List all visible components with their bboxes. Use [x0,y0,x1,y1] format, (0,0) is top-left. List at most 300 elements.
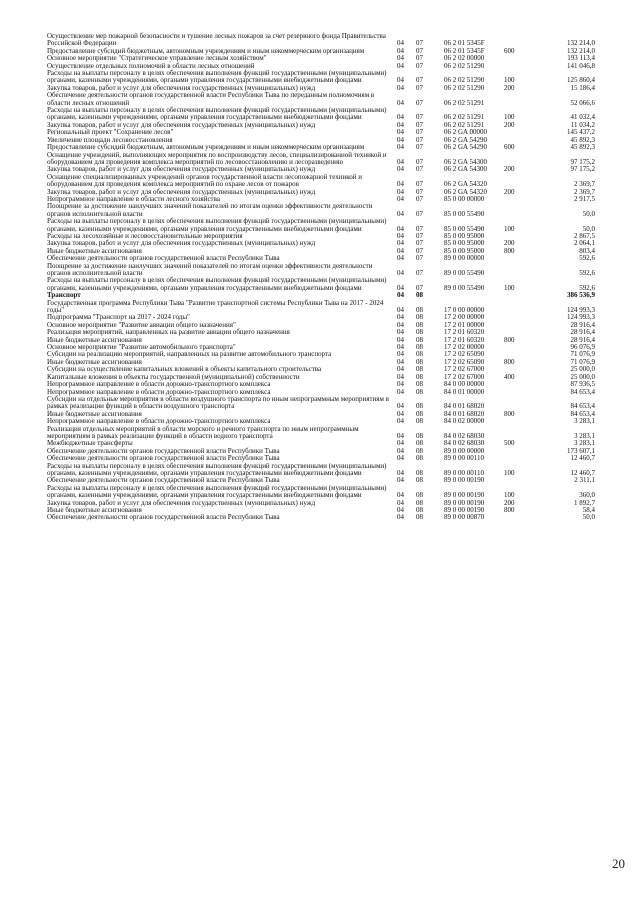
row-amount: 45 892,3 [570,135,595,144]
row-section: 04 [397,431,404,440]
row-amount: 803,4 [579,246,595,255]
row-subsection: 08 [416,417,423,426]
row-subsection: 08 [416,476,423,485]
row-section: 04 [397,231,404,240]
row-name: Предоставление субсидий бюджетным, автономным учреждениям и иным некоммерческим организациям [47,143,365,152]
row-amount: 2 917,5 [574,194,595,203]
row-section: 04 [397,46,404,55]
row-name: Непрограммное направление в области дорожно-транспортного комплекса [47,387,271,396]
row-amount: 96 076,9 [570,343,595,352]
row-amount: 145 437,2 [567,128,595,137]
row-amount: 125 860,4 [567,76,595,85]
row-subsection: 07 [416,135,423,144]
row-amount: 11 034,2 [570,120,595,129]
row-target-article: 85 0 00 55490 [444,209,485,218]
row-section: 04 [397,143,404,152]
row-name: Непрограммное направление в области дорожно-транспортного комплекса [47,380,271,389]
row-amount: 173 607,1 [567,446,595,455]
row-amount: 28 916,4 [570,320,595,329]
row-section: 04 [397,76,404,85]
row-target-article: 84 0 01 68020 [444,402,485,411]
table-row [47,300,595,315]
row-amount: 25 000,0 [570,365,595,374]
row-expense-type [504,389,534,396]
row-target-article: 85 0 00 95000 [444,239,485,248]
row-amount: 12 460,7 [570,454,595,463]
row-target-article: 17 2 01 00000 [444,320,485,329]
row-section: 04 [397,350,404,359]
table-row [47,514,595,521]
row-target-article: 06 2 02 51291 [444,113,485,122]
row-section: 04 [397,365,404,374]
row-amount: 87 936,5 [570,380,595,389]
row-expense-type [504,196,534,203]
row-target-article: 85 0 00 95000 [444,231,485,240]
row-name: Основное мероприятие "Стратегическое управление лесным хозяйством" [47,54,267,63]
row-subsection: 08 [416,402,423,411]
row-subsection: 08 [416,446,423,455]
row-subsection: 08 [416,320,423,329]
row-section: 04 [397,402,404,411]
row-amount: 3 283,1 [574,431,595,440]
row-expense-type [504,455,534,462]
budget-table-body [47,33,595,522]
row-target-article: 17 0 00 00000 [444,306,485,315]
row-name: Расходы на выплаты персоналу в целях обеспечения выполнения функций государственными (муниципальными) органами, казенными учреждениями, органами управления государственными внебюджетными фондами [47,276,387,292]
row-expense-type [504,426,534,441]
row-amount: 84 653,4 [570,409,595,418]
row-section: 04 [397,291,404,300]
row-section: 04 [397,224,404,233]
row-target-article: 06 2 02 51291 [444,98,485,107]
row-section: 04 [397,283,404,292]
row-subsection: 08 [416,313,423,322]
row-name: Непрограммное направление в области дорожно-транспортного комплекса [47,417,271,426]
row-amount: 12 460,7 [570,468,595,477]
row-section: 04 [397,313,404,322]
row-expense-type [504,314,534,321]
row-amount: 2 369,7 [574,187,595,196]
row-expense-type [504,381,534,388]
row-expense-type: 200 [504,120,515,129]
row-name: Увеличение площади лесовосстановления [47,135,173,144]
row-amount: 592,6 [579,283,595,292]
row-subsection: 07 [416,61,423,70]
table-row [47,33,595,48]
row-section: 04 [397,269,404,277]
row-name: Обеспечение деятельности органов государственной власти Республики Тыва [47,446,280,455]
row-expense-type [504,152,534,167]
table-row [47,174,595,189]
row-subsection: 08 [416,380,423,389]
row-expense-type: 600 [504,46,515,55]
row-target-article: 17 2 00 00000 [444,313,485,322]
row-target-article: 89 0 00 00190 [444,491,485,500]
row-subsection: 07 [416,165,423,174]
row-target-article: 17 2 01 60320 [444,328,485,337]
row-subsection: 08 [416,350,423,359]
row-subsection: 08 [416,409,423,418]
row-subsection: 08 [416,431,423,440]
row-expense-type [504,396,534,411]
row-amount: 71 076,9 [570,357,595,366]
row-target-article: 84 0 01 00000 [444,387,485,396]
row-subsection: 08 [416,513,423,522]
row-target-article: 89 0 00 00000 [444,446,485,455]
row-expense-type: 100 [504,113,515,122]
table-row [47,277,595,292]
row-name: Предоставление субсидий бюджетным, автономным учреждениям и иным некоммерческим организациям [47,46,365,55]
row-expense-type: 800 [504,506,515,514]
row-name: Закупка товаров, работ и услуг для обеспечения государственных (муниципальных) нужд [47,498,316,507]
row-expense-type [504,92,534,107]
row-subsection: 08 [416,328,423,337]
row-expense-type [504,255,534,262]
table-row [47,396,595,411]
row-target-article: 84 0 01 68020 [444,409,485,418]
table-row [47,92,595,107]
row-name: Обеспечение деятельности органов государственной власти Республики Тыва по переданным полномочиям в области лесных отношений [47,91,375,107]
row-subsection: 07 [416,269,423,277]
table-row [47,203,595,218]
row-name: Основное мероприятие "Развитие автомобильного транспорта" [47,343,236,352]
row-section: 04 [397,113,404,122]
row-expense-type: 800 [504,409,515,418]
row-subsection: 07 [416,246,423,255]
row-target-article: 17 2 02 65090 [444,357,485,366]
row-expense-type: 200 [504,83,515,92]
row-name: Субсидии на осуществление капитальных вложений в объекты капитального строительства [47,365,322,374]
row-subsection: 08 [416,357,423,366]
row-name: Поощрение за достижение наилучших значений показателей по итогам оценки эффективности деятельности органов исполнительной власти [47,202,373,218]
row-amount: 3 283,1 [574,417,595,426]
row-target-article: 89 0 00 00110 [444,454,484,463]
row-target-article: 89 0 00 00190 [444,476,485,485]
row-section: 04 [397,39,404,48]
row-expense-type [504,263,534,278]
row-subsection: 08 [416,291,423,300]
row-amount: 97 175,2 [570,157,595,166]
table-row [47,463,595,478]
row-name: Основное мероприятие "Развитие авиации общего назначения" [47,320,236,329]
row-subsection: 07 [416,83,423,92]
table-row [47,485,595,500]
row-subsection: 08 [416,491,423,500]
row-target-article: 89 0 00 00110 [444,468,484,477]
row-expense-type: 600 [504,143,515,152]
row-name: Иные бюджетные ассигнования [47,335,142,344]
row-expense-type: 400 [504,372,515,381]
row-expense-type: 800 [504,357,515,366]
row-name: Межбюджетные трансферты [47,439,133,448]
row-amount: 97 175,2 [570,165,595,174]
table-row [47,263,595,278]
row-section: 04 [397,387,404,396]
row-target-article: 06 2 GA 54300 [444,165,487,174]
row-amount: 2 369,7 [574,180,595,189]
row-target-article: 84 0 02 00000 [444,417,485,426]
row-subsection: 07 [416,187,423,196]
row-target-article: 89 0 00 55490 [444,269,485,277]
row-target-article: 06 2 01 5345F [444,46,485,55]
row-name: Субсидии на реализацию мероприятий, направленных на развитие автомобильного транспорта [47,350,332,359]
row-name: Расходы на выплаты персоналу в целях обеспечения выполнения функций государственными (муниципальными) органами, казенными учреждениями, органами управления государственными внебюджетными фондами [47,69,387,85]
row-target-article: 84 0 00 00000 [444,380,485,389]
row-name: Закупка товаров, работ и услуг для обеспечения государственных (муниципальных) нужд [47,120,316,129]
row-expense-type [504,55,534,62]
row-expense-type: 800 [504,246,515,255]
row-target-article: 85 0 00 55490 [444,224,485,233]
row-section: 04 [397,417,404,426]
row-amount: 41 032,4 [570,113,595,122]
row-name: Иные бюджетные ассигнования [47,506,142,514]
row-section: 04 [397,409,404,418]
row-expense-type [504,203,534,218]
row-target-article: 89 0 00 00870 [444,513,485,522]
row-expense-type [504,33,534,48]
row-amount: 58,4 [582,506,595,514]
row-target-article: 89 0 00 00190 [444,498,485,507]
row-section: 04 [397,328,404,337]
row-subsection: 08 [416,343,423,352]
table-row [47,218,595,233]
row-section: 04 [397,187,404,196]
row-expense-type [504,174,534,189]
row-name: Государственная программа Республики Тыва "Развитие транспортной системы Республики Тыва на 2017 - 2024 годы" [47,298,384,315]
row-expense-type [504,448,534,455]
row-amount: 3 283,1 [574,439,595,448]
row-amount: 2 064,1 [574,239,595,248]
row-amount: 592,6 [579,254,595,263]
table-row [47,107,595,122]
row-subsection: 08 [416,439,423,448]
row-name: Транспорт [47,291,81,300]
row-target-article: 85 0 00 00000 [444,194,485,203]
row-name: Обеспечение деятельности органов государственной власти Республики Тыва [47,254,280,263]
row-section: 04 [397,128,404,137]
row-section: 04 [397,343,404,352]
row-name: Обеспечение деятельности органов государственной власти Республики Тыва [47,454,280,463]
row-expense-type [504,514,534,521]
row-target-article: 17 2 02 67000 [444,365,485,374]
row-name: Расходы на выплаты персоналу в целях обеспечения выполнения функций государственными (муниципальными) органами, казенными учреждениями, органами управления государственными внебюджетными фондами [47,483,387,500]
row-subsection: 08 [416,468,423,477]
row-section: 04 [397,476,404,485]
row-expense-type: 500 [504,439,515,448]
row-amount: 45 892,3 [570,143,595,152]
row-subsection: 07 [416,239,423,248]
row-subsection: 07 [416,46,423,55]
row-expense-type: 200 [504,165,515,174]
row-name: Поощрение за достижение наилучших значений показателей по итогам оценки эффективности деятельности органов исполнительной власти [47,261,373,277]
row-name: Реализация отдельных мероприятий в области морского и речного транспорта по иным непрограммным мероприятиям в рамках реализации функций в области водного транспорта [47,424,359,440]
row-section: 04 [397,209,404,218]
row-section: 04 [397,194,404,203]
row-expense-type [504,322,534,329]
row-amount: 193 113,4 [567,54,595,63]
row-name: Оснащение специализированных учреждений органов государственной власти лесопожарной техникой и оборудованием для проведения комплекса мероприятий по охране лесов от пожаров [47,172,363,189]
row-section: 04 [397,98,404,107]
row-section: 04 [397,498,404,507]
row-name: Иные бюджетные ассигнования [47,246,142,255]
row-section: 04 [397,180,404,189]
row-name: Субсидии на отдельные мероприятия в области воздушного транспорта по иным непрограммным мероприятиям в рамках реализации функций в области воздушного транспорта [47,394,389,411]
row-name: Расходы на выплаты персоналу в целях обеспечения выполнения функций государственными (муниципальными) органами, казенными учреждениями, органами управления государственными внебюджетными фондами [47,217,387,233]
row-target-article: 89 0 00 00190 [444,506,485,514]
row-target-article: 06 2 02 51290 [444,76,485,85]
row-expense-type: 100 [504,468,515,477]
row-section: 04 [397,54,404,63]
row-subsection: 07 [416,54,423,63]
row-amount: 28 916,4 [570,328,595,337]
row-name: Обеспечение деятельности органов государственной власти Республики Тыва [47,513,280,522]
row-target-article: 84 0 02 68030 [444,439,485,448]
row-expense-type: 100 [504,283,515,292]
row-name: Иные бюджетные ассигнования [47,409,142,418]
row-section: 04 [397,513,404,522]
row-section: 04 [397,135,404,144]
row-section: 04 [397,380,404,389]
row-section: 04 [397,468,404,477]
row-subsection: 08 [416,306,423,315]
row-name: Осуществление отдельных полномочий в области лесных отношений [47,61,255,70]
row-section: 04 [397,239,404,248]
row-subsection: 07 [416,98,423,107]
row-amount: 124 993,3 [567,306,595,315]
row-amount: 2 867,5 [574,231,595,240]
row-subsection: 07 [416,113,423,122]
row-name: Закупка товаров, работ и услуг для обеспечения государственных (муниципальных) нужд [47,239,316,248]
row-target-article: 17 2 01 60320 [444,335,485,344]
row-amount: 1 892,7 [574,498,595,507]
row-name: Непрограммное направление в области лесного хозяйства [47,194,220,203]
row-expense-type [504,300,534,315]
row-amount: 132 214,0 [567,39,595,48]
row-section: 04 [397,320,404,329]
row-expense-type [504,129,534,136]
row-section: 04 [397,454,404,463]
row-subsection: 08 [416,335,423,344]
row-name: Оснащение учреждений, выполняющих мероприятия по воспроизводству лесов, специализированной техникой и оборудованием для проведения комплекса мероприятий по лесовосстановлению и лесоразведению [47,150,387,166]
row-amount: 132 214,0 [567,46,595,55]
row-target-article: 06 2 02 51290 [444,61,485,70]
table-row [47,70,595,85]
row-section: 04 [397,246,404,255]
row-amount: 141 046,8 [567,61,595,70]
row-section: 04 [397,335,404,344]
row-subsection: 07 [416,194,423,203]
row-amount: 84 653,4 [570,387,595,396]
row-target-article: 06 2 02 51290 [444,83,485,92]
row-subsection: 07 [416,76,423,85]
row-target-article: 89 0 00 55490 [444,283,485,292]
row-subsection: 07 [416,283,423,292]
row-expense-type: 100 [504,491,515,500]
row-section: 04 [397,61,404,70]
row-section: 04 [397,506,404,514]
row-expense-type: 100 [504,224,515,233]
row-target-article: 85 0 00 95000 [444,246,485,255]
row-subsection: 08 [416,387,423,396]
row-expense-type: 200 [504,498,515,507]
row-section: 04 [397,372,404,381]
row-amount: 592,6 [579,269,595,277]
row-section: 04 [397,254,404,263]
row-name: Расходы на выплаты персоналу в целях обеспечения выполнения функций государственными (муниципальными) органами, казенными учреждениями, органами управления государственными внебюджетными фондами [47,461,387,477]
row-section: 04 [397,446,404,455]
row-subsection: 07 [416,39,423,48]
row-target-article: 06 2 GA 54300 [444,157,487,166]
row-section: 04 [397,157,404,166]
row-target-article: 06 2 GA 54320 [444,187,487,196]
row-subsection: 07 [416,157,423,166]
row-target-article: 17 2 02 65090 [444,350,485,359]
row-expense-type [504,344,534,351]
row-expense-type: 200 [504,239,515,248]
row-name: Расходы на лесохозяйные и лесовосстановительные мероприятия [47,231,243,240]
row-name: Закупка товаров, работ и услуг для обеспечения государственных (муниципальных) нужд [47,187,316,196]
row-target-article: 06 2 01 5345F [444,39,485,48]
page-number: 20 [612,856,625,871]
row-target-article: 17 2 02 00000 [444,343,485,352]
row-subsection: 08 [416,498,423,507]
row-amount: 386 536,9 [567,291,595,300]
row-expense-type [504,292,534,299]
row-subsection: 08 [416,506,423,514]
table-row [47,152,595,167]
row-expense-type [504,418,534,425]
row-target-article: 17 2 02 67000 [444,372,485,381]
row-amount: 71 076,9 [570,350,595,359]
row-amount: 84 653,4 [570,402,595,411]
row-section: 04 [397,120,404,129]
row-amount: 2 311,1 [574,476,595,485]
row-name: Закупка товаров, работ и услуг для обеспечения государственных (муниципальных) нужд [47,83,316,92]
row-expense-type [504,477,534,484]
row-subsection: 07 [416,254,423,263]
row-expense-type: 200 [504,187,515,196]
row-name: Обеспечение деятельности органов государственной власти Республики Тыва [47,476,280,485]
row-name: Подпрограмма "Транспорт на 2017 - 2024 годы" [47,313,190,322]
budget-table [47,33,595,522]
row-target-article: 06 2 GA 54290 [444,143,487,152]
row-target-article: 06 2 02 51291 [444,120,485,129]
row-amount: 50,0 [582,209,595,218]
row-amount: 52 066,6 [570,98,595,107]
row-subsection: 07 [416,209,423,218]
row-target-article: 89 0 00 00000 [444,254,485,263]
row-name: Капитальные вложения в объекты государственной (муниципальной) собственности [47,372,300,381]
row-subsection: 08 [416,454,423,463]
row-expense-type: 800 [504,335,515,344]
row-target-article: 06 2 GA 54320 [444,180,487,189]
row-amount: 28 916,4 [570,335,595,344]
row-expense-type: 100 [504,76,515,85]
row-name: Иные бюджетные ассигнования [47,357,142,366]
row-amount: 25 000,0 [570,372,595,381]
row-section: 04 [397,83,404,92]
row-target-article: 06 2 02 00000 [444,54,485,63]
row-section: 04 [397,306,404,315]
row-name: Расходы на выплаты персоналу в целях обеспечения выполнения функций государственными (муниципальными) органами, казенными учреждениями, органами управления государственными внебюджетными фондами [47,106,387,122]
row-target-article: 84 0 02 68030 [444,431,485,440]
row-amount: 124 993,3 [567,313,595,322]
row-target-article: 06 2 GA 54290 [444,135,487,144]
row-target-article: 06 2 GA 00000 [444,128,487,137]
row-subsection: 07 [416,143,423,152]
row-name: Закупка товаров, работ и услуг для обеспечения государственных (муниципальных) нужд [47,165,316,174]
row-amount: 50,0 [582,224,595,233]
